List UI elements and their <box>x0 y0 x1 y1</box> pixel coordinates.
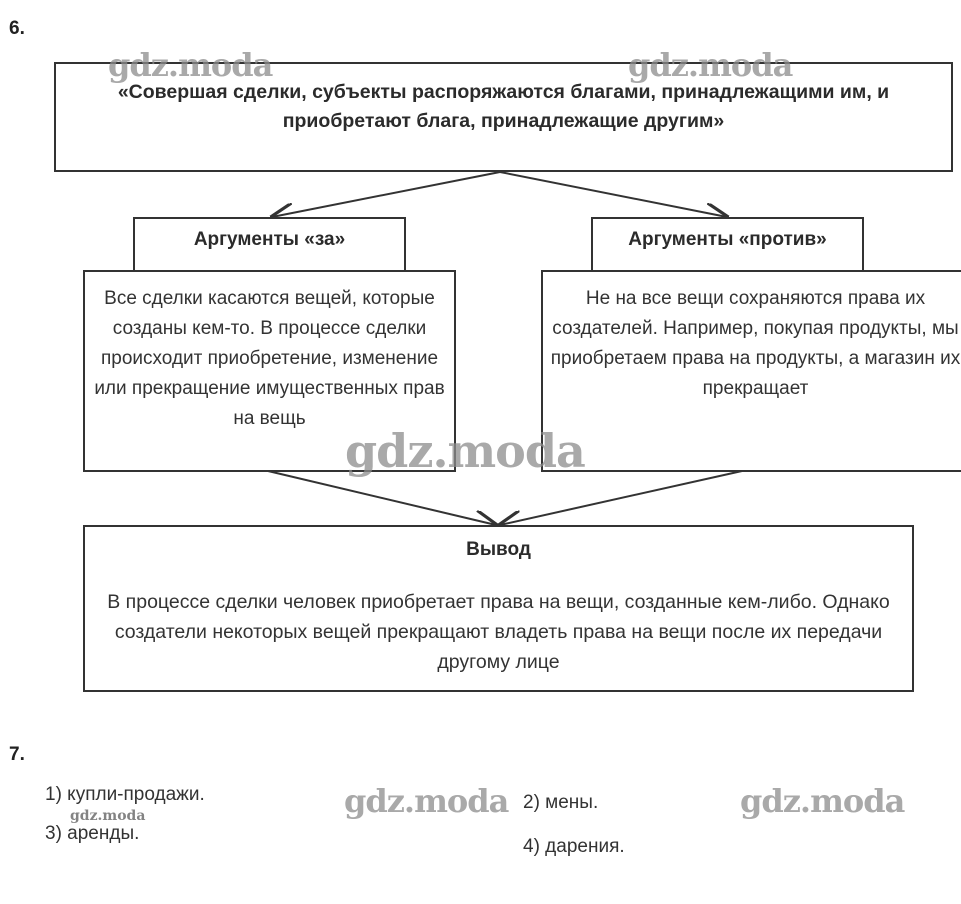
conclusion-box <box>83 525 914 692</box>
watermark: gdz.moda <box>628 46 793 84</box>
task-7-number: 7. <box>9 744 25 765</box>
answer-2: 2) мены. <box>523 792 599 813</box>
con-text: Не на все вещи сохраняются права их создателей. Например, покупая продукты, мы приобретаем права на продукты, а магазин их прекращает <box>550 288 961 399</box>
con-heading: Аргументы «против» <box>628 229 827 250</box>
pro-heading-box <box>133 217 406 272</box>
arrow-thesis-to-pro <box>272 172 500 217</box>
task-6-number: 6. <box>9 18 25 39</box>
conclusion-heading: Вывод <box>466 539 531 560</box>
watermark: gdz.moda <box>108 46 273 84</box>
watermark: gdz.moda <box>344 782 509 820</box>
con-body-box <box>541 270 961 472</box>
answer-1: 1) купли-продажи. <box>45 784 205 805</box>
arrow-pro-to-conclusion <box>268 471 496 525</box>
watermark: gdz.moda <box>740 782 905 820</box>
watermark: gdz.moda <box>70 808 146 824</box>
answer-4: 4) дарения. <box>523 836 625 857</box>
arrow-thesis-to-con <box>500 172 727 217</box>
conclusion-text: В процессе сделки человек приобретает права на вещи, созданные кем-либо. Однако создатели некоторых вещей прекращают владеть права на вещи после их передачи другому лице <box>107 591 890 673</box>
thesis-text: «Совершая сделки, субъекты распоряжаются благами, принадлежащими им, и приобретают блага, принадлежащие другим» <box>117 81 890 132</box>
pro-text: Все сделки касаются вещей, которые созданы кем-то. В процессе сделки происходит приобретение, изменение или прекращение имущественных прав на вещь <box>94 288 445 429</box>
arrow-con-to-conclusion <box>500 471 742 525</box>
con-heading-box <box>591 217 864 272</box>
answer-3: 3) аренды. <box>45 823 140 844</box>
watermark: gdz.moda <box>345 424 585 478</box>
pro-heading: Аргументы «за» <box>193 229 346 250</box>
